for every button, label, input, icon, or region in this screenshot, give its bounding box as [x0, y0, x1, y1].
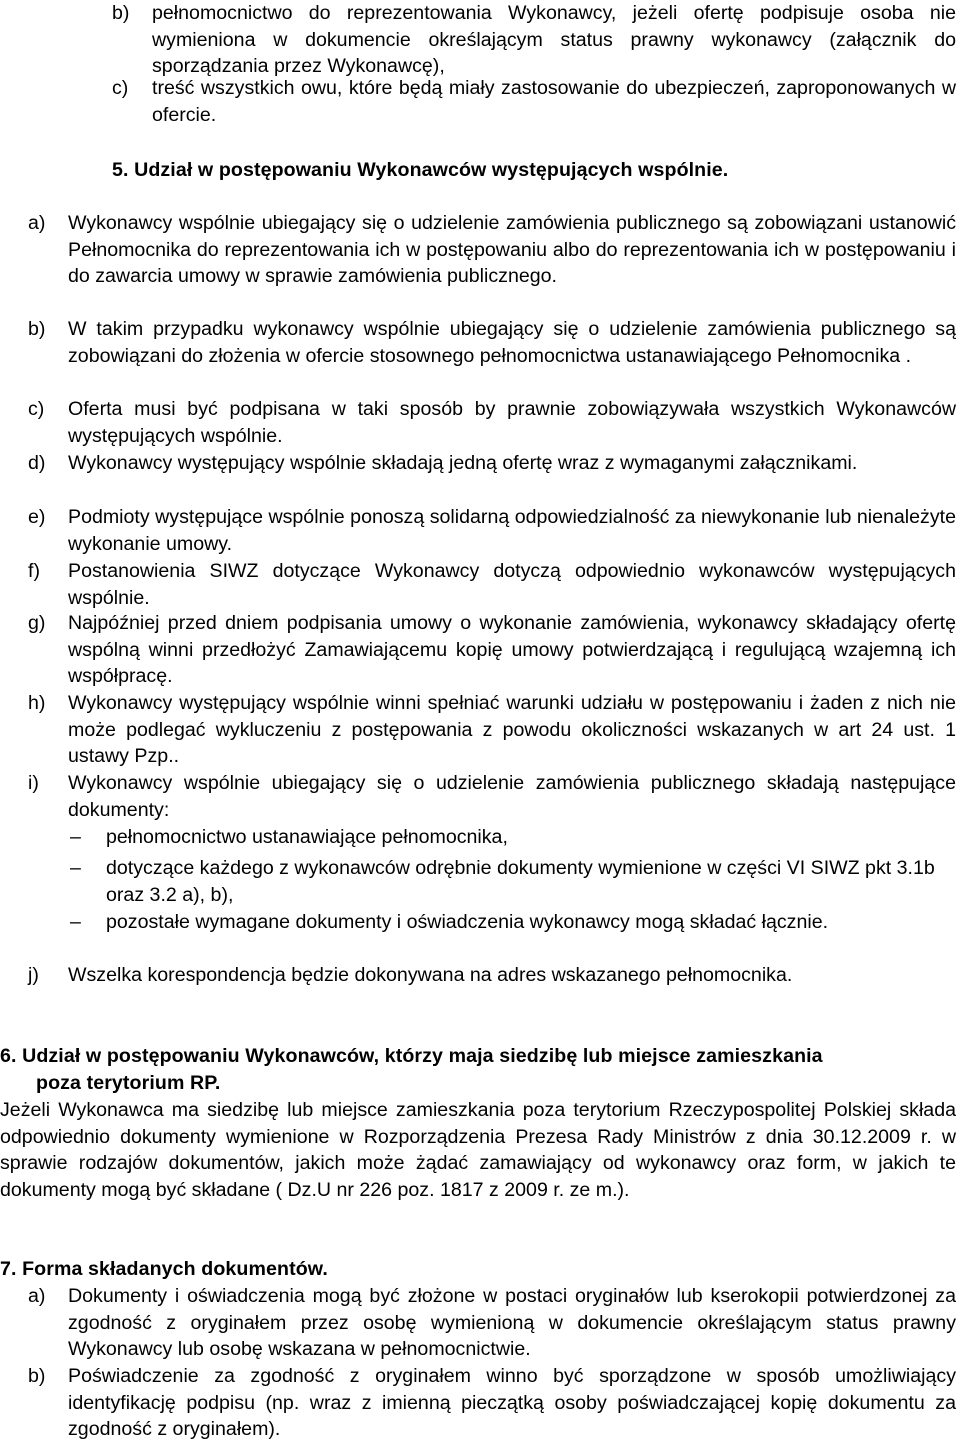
item-text: Poświadczenie za zgodność z oryginałem winno być sporządzone w sposób umożliwiający identyfikację podpisu (np. wraz z imienną pieczątką osoby poświadczającej kopię dokumentu za zgodność z oryginałem). [68, 1365, 956, 1441]
item-label: j) [28, 964, 39, 986]
item-label: d) [28, 452, 46, 474]
dash-item-text: pełnomocnictwo ustanawiające pełnomocnika, [106, 826, 508, 848]
dash-item-text: pozostałe wymagane dokumenty i oświadczenia wykonawcy mogą składać łącznie. [106, 911, 829, 933]
item-label: c) [28, 398, 45, 420]
item-text: Dokumenty i oświadczenia mogą być złożone w postaci oryginałów lub kserokopii potwierdzonej za zgodność z oryginałem przez osobę wymienioną w dokumencie określającym status prawny Wykonawcy lub osobę wskazana w pełnomocnictwie. [68, 1285, 956, 1361]
item-text: Najpóźniej przed dniem podpisania umowy o wykonanie zamówienia, wykonawcy składający ofertę wspólną winni przedłożyć Zamawiającemu kopię umowy potwierdzającą i regulującą wzajemną ich współpracę. [68, 612, 956, 688]
item-text: Wszelka korespondencja będzie dokonywana na adres wskazanego pełnomocnika. [68, 964, 793, 986]
item-text: pełnomocnictwo do reprezentowania Wykonawcy, jeżeli ofertę podpisuje osoba nie wymieniona w dokumencie określającym status prawny wykonawcy (załącznik do sporządzania przez Wykonawcę), [152, 2, 956, 78]
item-text: W takim przypadku wykonawcy wspólnie ubiegający się o udzielenie zamówienia publicznego są zobowiązani do złożenia w ofercie stosownego pełnomocnictwa ustanawiającego Pełnomocnika . [68, 318, 956, 367]
item-label: c) [112, 77, 129, 99]
item-text: Wykonawcy wspólnie ubiegający się o udzielenie zamówienia publicznego składają następujące dokumenty: [68, 772, 956, 821]
dash-item-text: dotyczące każdego z wykonawców odrębnie dokumenty wymienione w części VI SIWZ pkt 3.1b oraz 3.2 a), b), [106, 857, 935, 906]
item-label: b) [28, 1365, 46, 1387]
item-text: Wykonawcy wspólnie ubiegający się o udzielenie zamówienia publicznego są zobowiązani ustanowić Pełnomocnika do reprezentowania ich w postępowaniu albo do reprezentowania ich w postępowaniu i do zawarcia umowy w sprawie zamówienia publicznego. [68, 212, 956, 288]
item-label: a) [28, 212, 46, 234]
item-label: b) [112, 2, 130, 24]
item-text: treść wszystkich owu, które będą miały zastosowanie do ubezpieczeń, zaproponowanych w ofercie. [152, 77, 956, 126]
dash-bullet: – [70, 911, 81, 933]
dash-bullet: – [70, 857, 81, 879]
item-label: a) [28, 1285, 46, 1307]
item-label: b) [28, 318, 46, 340]
item-label: g) [28, 612, 46, 634]
item-text: Wykonawcy występujący wspólnie winni spełniać warunki udziału w postępowaniu i żaden z nich nie może podlegać wykluczeniu z postępowania z powodu okoliczności wskazanych w art 24 ust. 1 ustawy Pzp.. [68, 692, 956, 768]
section-heading: 7. Forma składanych dokumentów. [0, 1258, 328, 1280]
item-label: f) [28, 560, 40, 582]
section-heading: 5. Udział w postępowaniu Wykonawców występujących wspólnie. [112, 159, 729, 181]
dash-bullet: – [70, 826, 81, 848]
item-text: Wykonawcy występujący wspólnie składają jedną ofertę wraz z wymaganymi załącznikami. [68, 452, 858, 474]
paragraph: Jeżeli Wykonawca ma siedzibę lub miejsce zamieszkania poza terytorium Rzeczypospolitej Polskiej składa odpowiednio dokumenty wymienione w Rozporządzenia Prezesa Rady Ministrów z dnia 30.12.2009 r. w sprawie rodzajów dokumentów, jakich może żądać zamawiający od wykonawcy oraz form, w jakich te dokumenty mogą być składane ( Dz.U nr 226 poz. 1817 z 2009 r. ze m.). [0, 1099, 956, 1201]
item-label: e) [28, 506, 46, 528]
item-text: Postanowienia SIWZ dotyczące Wykonawcy dotyczą odpowiednio wykonawców występujących wspólnie. [68, 560, 956, 609]
section-heading-continuation: poza terytorium RP. [36, 1072, 221, 1094]
item-text: Podmioty występujące wspólnie ponoszą solidarną odpowiedzialność za niewykonanie lub nienależyte wykonanie umowy. [68, 506, 956, 555]
section-heading: 6. Udział w postępowaniu Wykonawców, którzy maja siedzibę lub miejsce zamieszkania [0, 1045, 823, 1067]
item-label: h) [28, 692, 46, 714]
item-label: i) [28, 772, 39, 794]
item-text: Oferta musi być podpisana w taki sposób by prawnie zobowiązywała wszystkich Wykonawców występujących wspólnie. [68, 398, 956, 447]
